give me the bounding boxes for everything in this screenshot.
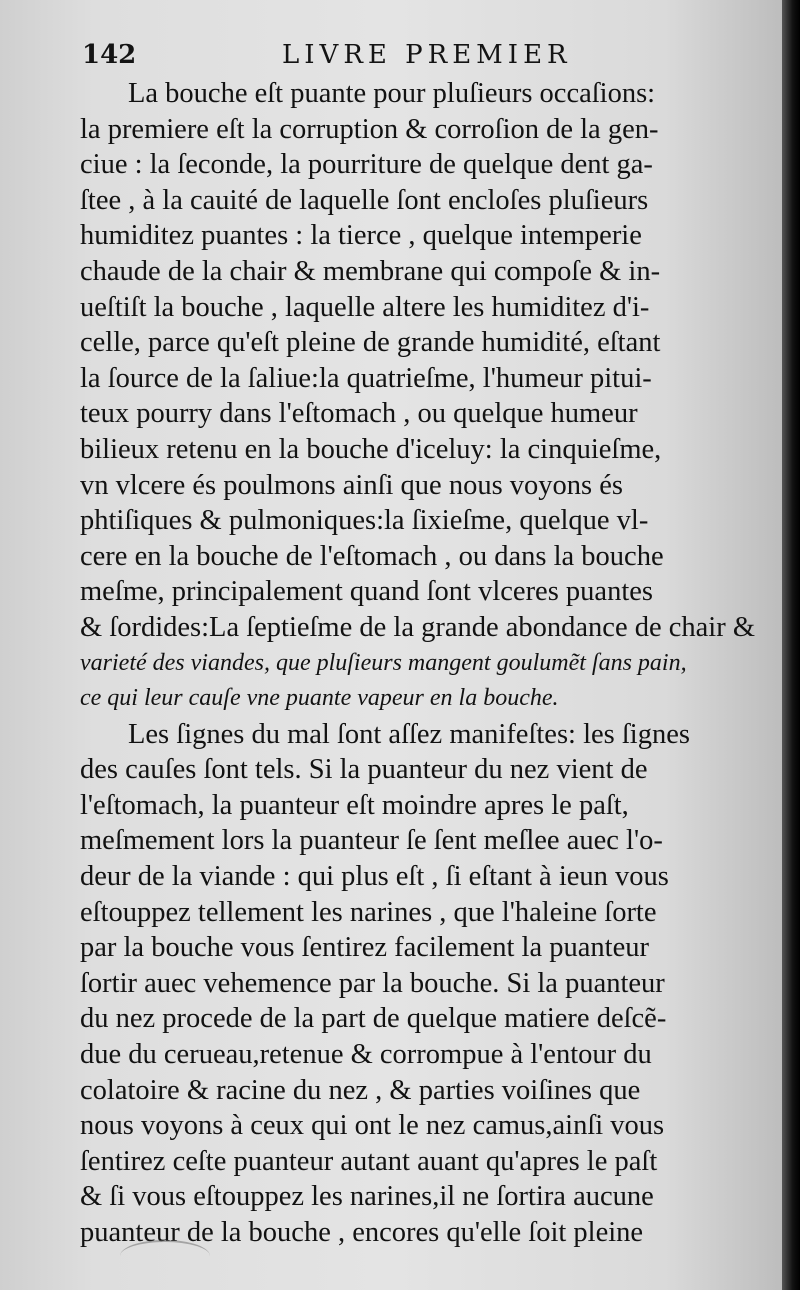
text-line: & ſi vous eſtouppez les narines,il ne ſortira aucune — [80, 1181, 654, 1213]
text-line: & ſordides:La ſeptieſme de la grande abondance de chair & — [80, 611, 756, 643]
text-line: due du cerueau,retenue & corrompue à l'entour du — [80, 1039, 652, 1071]
text-line: Les ſignes du mal ſont aſſez manifeſtes: les ſignes — [128, 718, 690, 750]
text-line: par la bouche vous ſentirez facilement la puanteur — [80, 932, 649, 964]
text-line: eſtouppez tellement les narines , que l'haleine ſorte — [80, 896, 657, 928]
text-line: La bouche eſt puante pour pluſieurs occaſions: — [128, 78, 656, 109]
text-line: nous voyons à ceux qui ont le nez camus,ainſi vous — [80, 1110, 665, 1142]
page-edge-shadow — [782, 0, 800, 1290]
text-line: varieté des viandes, que pluſieurs mangent goulumẽt ſans pain, — [80, 649, 687, 676]
text-line: cere en la bouche de l'eſtomach , ou dans la bouche — [80, 540, 664, 572]
text-line: des cauſes ſont tels. Si la puanteur du nez vient de — [80, 754, 648, 786]
ink-smudge — [120, 1240, 210, 1272]
text-line: deur de la viande : qui plus eſt , ſi eſtant à ieun vous — [80, 861, 669, 893]
text-line: ſortir auec vehemence par la bouche. Si la puanteur — [80, 967, 665, 999]
running-title: LIVRE PREMIER — [282, 40, 572, 70]
text-line: la ſource de la ſaliue:la quatrieſme, l'humeur pitui- — [80, 362, 652, 394]
text-line: ſtee , à la cauité de laquelle ſont encloſes pluſieurs — [80, 184, 649, 216]
text-line: celle, parce qu'eſt pleine de grande humidité, eſtant — [80, 327, 661, 359]
text-line: bilieux retenu en la bouche d'iceluy: la cinquieſme, — [80, 433, 662, 465]
text-line: meſme, principalement quand ſont vlceres puantes — [80, 576, 653, 608]
text-line: ciue : la ſeconde, la pourriture de quelque dent ga- — [80, 149, 653, 181]
text-line: ſentirez ceſte puanteur autant auant qu'apres le paſt — [80, 1145, 658, 1177]
page-header — [82, 40, 602, 76]
page-number: 142 — [82, 40, 137, 70]
text-line: ueſtiſt la bouche , laquelle altere les humiditez d'i- — [80, 291, 650, 323]
text-line: colatoire & racine du nez , & parties voiſines que — [80, 1074, 641, 1106]
text-line: phtiſiques & pulmoniques:la ſixieſme, quelque vl- — [80, 505, 649, 537]
text-line: vn vlcere és poulmons ainſi que nous voyons és — [80, 469, 624, 501]
text-line: humiditez puantes : la tierce , quelque intemperie — [80, 220, 642, 252]
text-line: ce qui leur cauſe vne puante vapeur en la bouche. — [80, 685, 559, 712]
text-line: puanteur de la bouche , encores qu'elle ſoit pleine — [80, 1217, 644, 1248]
text-line: chaude de la chair & membrane qui compoſe & in- — [80, 255, 661, 287]
text-line: meſmement lors la puanteur ſe ſent meſlee auec l'o- — [80, 825, 663, 857]
text-line: teux pourry dans l'eſtomach , ou quelque humeur — [80, 398, 638, 430]
text-line: la premiere eſt la corruption & corroſion de la gen- — [80, 113, 659, 145]
body-text — [80, 76, 772, 1251]
text-line: du nez procede de la part de quelque matiere deſcẽ- — [80, 1003, 667, 1035]
text-line: l'eſtomach, la puanteur eſt moindre apres le paſt, — [80, 789, 629, 821]
